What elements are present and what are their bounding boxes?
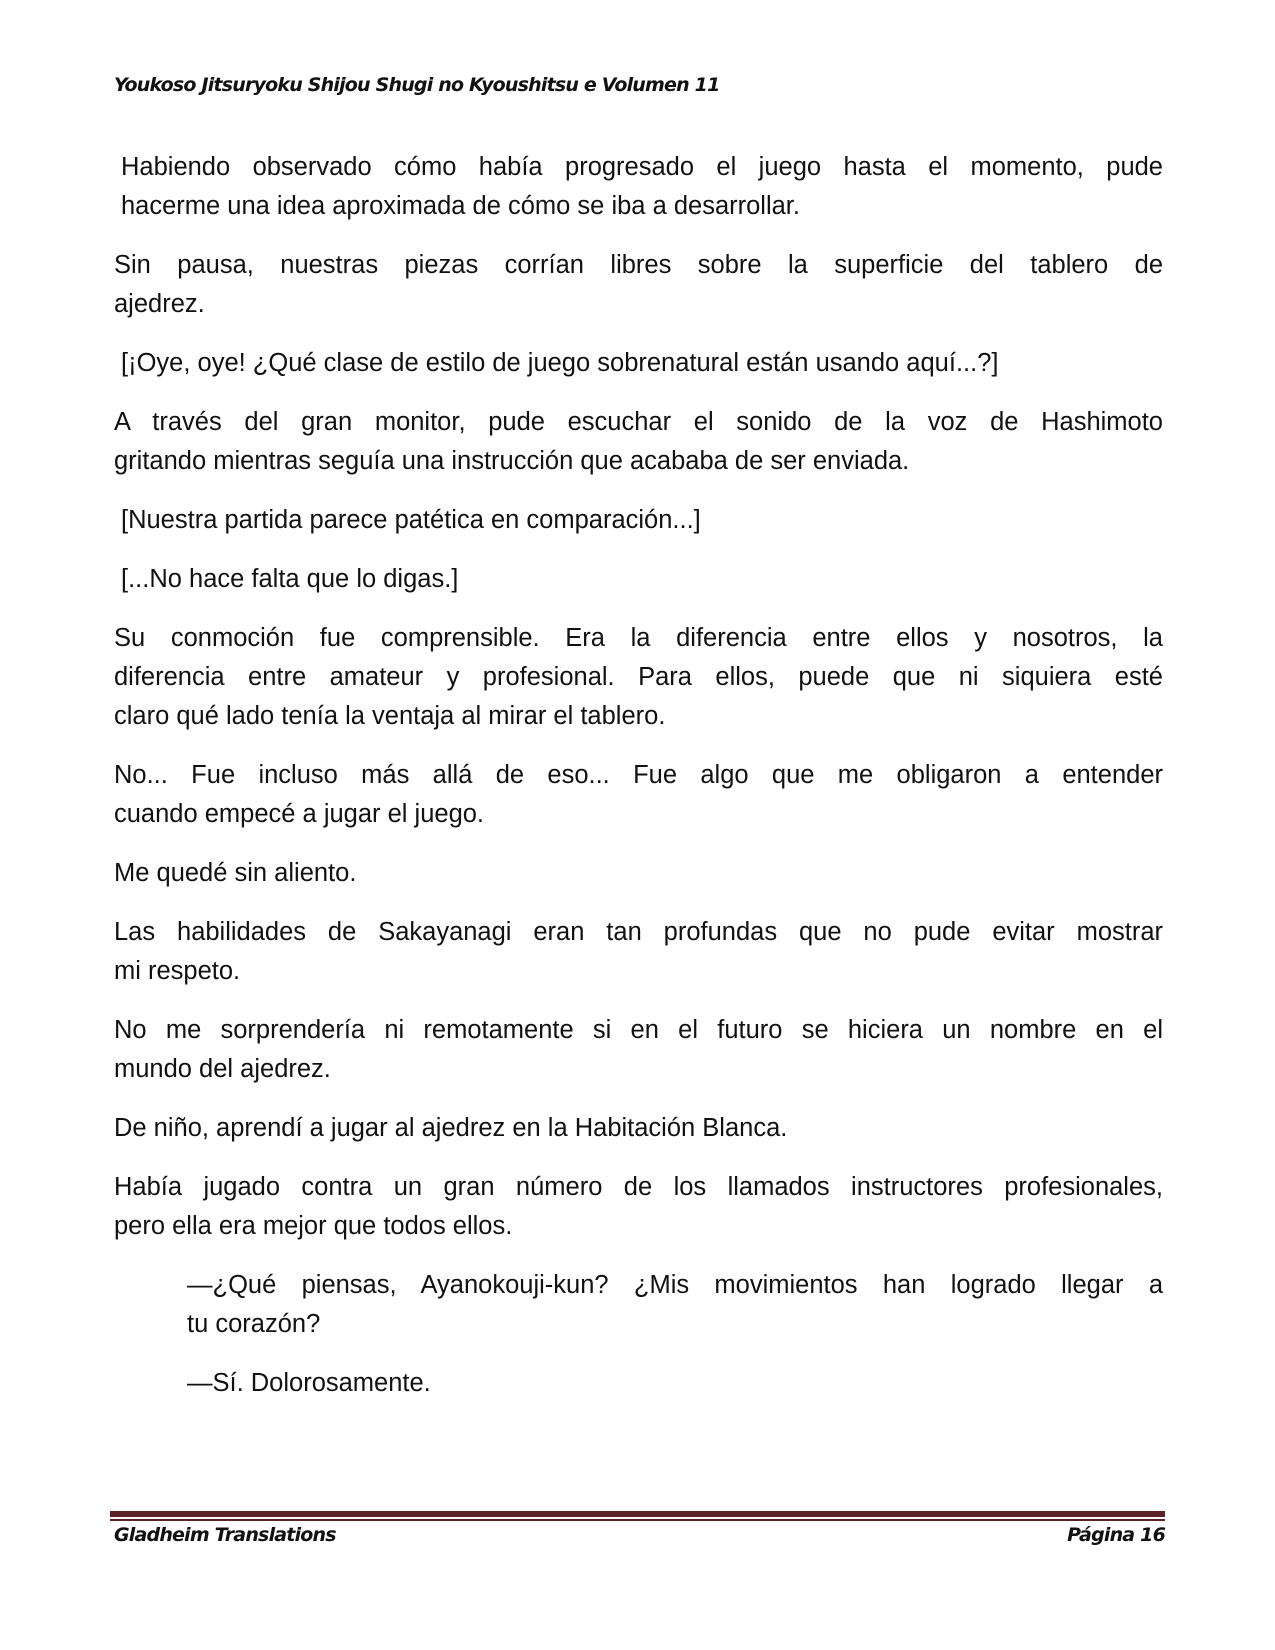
footer-rule <box>110 1511 1165 1517</box>
text-line: mi respeto. <box>114 957 241 985</box>
paragraph <box>114 403 1163 481</box>
text-line: Habiendo observado cómo había progresado el juego hasta el momento, pude <box>121 153 1163 181</box>
text-line: De niño, aprendí a jugar al ajedrez en la Habitación Blanca. <box>114 1114 788 1142</box>
paragraph <box>114 344 1163 383</box>
paragraph <box>114 619 1163 736</box>
paragraph <box>114 501 1163 540</box>
text-line: Las habilidades de Sakayanagi eran tan profundas que no pude evitar mostrar <box>114 918 1163 946</box>
text-line: hacerme una idea aproximada de cómo se iba a desarrollar. <box>121 192 800 220</box>
running-header: Youkoso Jitsuryoku Shijou Shugi no Kyoushitsu e Volumen 11 <box>114 74 720 96</box>
text-line: tu corazón? <box>187 1310 321 1338</box>
paragraph <box>114 1266 1163 1344</box>
paragraph <box>114 560 1163 599</box>
page-number: Página 16 <box>1067 1524 1165 1546</box>
text-line: Había jugado contra un gran número de los llamados instructores profesionales, <box>114 1173 1163 1201</box>
paragraph <box>114 756 1163 834</box>
text-line: Su conmoción fue comprensible. Era la diferencia entre ellos y nosotros, la <box>114 624 1163 652</box>
text-line: mundo del ajedrez. <box>114 1055 331 1083</box>
text-line: claro qué lado tenía la ventaja al mirar el tablero. <box>114 702 666 730</box>
paragraph <box>114 913 1163 991</box>
paragraph <box>114 1011 1163 1089</box>
paragraph <box>114 148 1163 226</box>
text-line: No me sorprendería ni remotamente si en el futuro se hiciera un nombre en el <box>114 1016 1163 1044</box>
text-line: gritando mientras seguía una instrucción que acababa de ser enviada. <box>114 447 910 475</box>
footer-rule-thin <box>110 1519 1165 1521</box>
text-line: A través del gran monitor, pude escuchar el sonido de la voz de Hashimoto <box>114 408 1163 436</box>
text-line: diferencia entre amateur y profesional. Para ellos, puede que ni siquiera esté <box>114 663 1163 691</box>
paragraph <box>114 854 1163 893</box>
page-body <box>114 148 1163 1423</box>
text-line: [...No hace falta que lo digas.] <box>121 565 459 593</box>
text-line: —¿Qué piensas, Ayanokouji-kun? ¿Mis movimientos han logrado llegar a <box>187 1271 1163 1299</box>
text-line: [¡Oye, oye! ¿Qué clase de estilo de juego sobrenatural están usando aquí...?] <box>121 349 999 377</box>
text-line: cuando empecé a jugar el juego. <box>114 800 485 828</box>
paragraph <box>114 1364 1163 1403</box>
text-line: Me quedé sin aliento. <box>114 859 357 887</box>
text-line: Sin pausa, nuestras piezas corrían libres sobre la superficie del tablero de <box>114 251 1163 279</box>
text-line: —Sí. Dolorosamente. <box>187 1369 431 1397</box>
paragraph <box>114 1109 1163 1148</box>
paragraph <box>114 246 1163 324</box>
footer-credit: Gladheim Translations <box>114 1524 336 1546</box>
text-line: No... Fue incluso más allá de eso... Fue algo que me obligaron a entender <box>114 761 1163 789</box>
paragraph <box>114 1168 1163 1246</box>
text-line: ajedrez. <box>114 290 205 318</box>
text-line: pero ella era mejor que todos ellos. <box>114 1212 513 1240</box>
text-line: [Nuestra partida parece patética en comparación...] <box>121 506 701 534</box>
